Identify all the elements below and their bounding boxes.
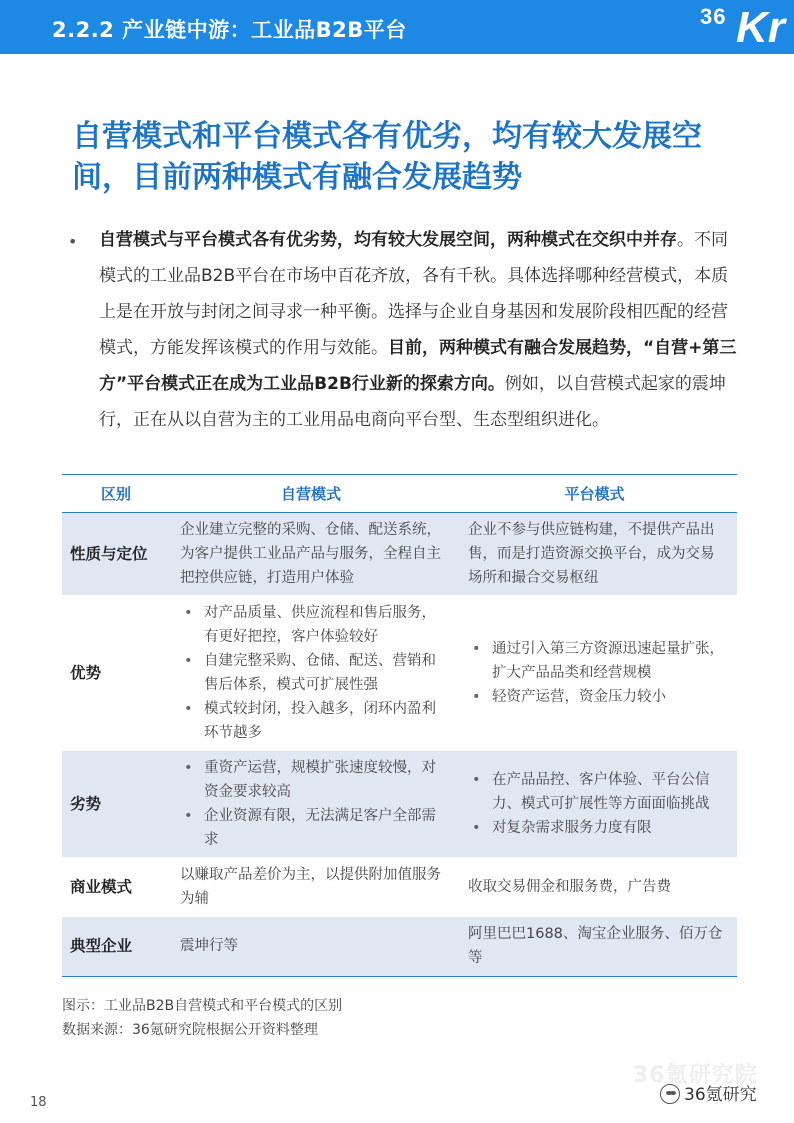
cell-self bbox=[170, 595, 452, 751]
row-label: 优势 bbox=[70, 663, 102, 682]
page-number: 18 bbox=[30, 1095, 47, 1110]
row-label: 典型企业 bbox=[62, 917, 170, 977]
para-text-1: 。不同模式的工业品B2B平台在市场中百花齐放，各有千秋。具体选择哪种经营模式，本质上是在开放与封闭之间寻求一种平衡。选择与企业自身基因和发展阶段相匹配的经营模式，方能发挥该模式的作用与效能。 bbox=[99, 230, 729, 358]
page-headline: 自营模式和平台模式各有优劣，均有较大发展空间，目前两种模式有融合发展趋势 bbox=[72, 119, 702, 195]
list-item: • 轻资产运营，资金压力较小 bbox=[468, 685, 727, 709]
cell-platform: 阿里巴巴1688、淘宝企业服务、佰万仓等 bbox=[452, 917, 737, 977]
wechat-tag bbox=[660, 1080, 757, 1105]
cell-platform: 收取交易佣金和服务费，广告费 bbox=[468, 878, 671, 895]
list-item: • 模式较封闭，投入越多，闭环内盈利环节越多 bbox=[180, 697, 442, 745]
section-title: 2.2.2 产业链中游：工业品B2B平台 bbox=[52, 18, 407, 42]
cell-self: 震坤行等 bbox=[170, 917, 452, 977]
logo-kr-text: Kr bbox=[736, 3, 785, 52]
row-label: 劣势 bbox=[62, 751, 170, 857]
table-row bbox=[62, 513, 737, 595]
para-text-2: 例如，以自营模式起家的震坤行，正在从以自营为主的工业用品电商向平台型、生态型组织进化。 bbox=[99, 374, 726, 430]
table-row bbox=[62, 751, 737, 857]
list-item: • 自建完整采购、仓储、配送、营销和售后体系，模式可扩展性强 bbox=[180, 649, 442, 697]
logo-36-text: 36 bbox=[700, 4, 727, 29]
list-item: • 企业资源有限，无法满足客户全部需求 bbox=[180, 804, 442, 852]
cell-platform bbox=[452, 595, 737, 751]
cell-self bbox=[170, 751, 452, 857]
cell-self: 企业建立完整的采购、仓储、配送系统，为客户提供工业品产品与服务，全程自主把控供应链，打造用户体验 bbox=[170, 513, 452, 595]
list-item: • 重资产运营，规模扩张速度较慢，对资金要求较高 bbox=[180, 756, 442, 804]
figure-caption-text: 图示：工业品B2B自营模式和平台模式的区别 bbox=[62, 998, 343, 1014]
cell-platform bbox=[452, 751, 737, 857]
para-bold-1: 自营模式与平台模式各有优劣势，均有较大发展空间，两种模式在交织中并存 bbox=[99, 230, 677, 250]
comparison-table bbox=[62, 474, 737, 977]
wechat-label: 36氪研究 bbox=[684, 1085, 757, 1105]
header-bar bbox=[0, 0, 794, 54]
table-row bbox=[62, 595, 737, 751]
row-label: 性质与定位 bbox=[62, 513, 170, 595]
watermark: 36氪研究院 bbox=[633, 1063, 758, 1088]
col-header-diff: 区别 bbox=[62, 475, 170, 513]
col-header-self: 自营模式 bbox=[170, 475, 452, 513]
cell-self: 以赚取产品差价为主，以提供附加值服务为辅 bbox=[180, 866, 441, 907]
list-item: • 通过引入第三方资源迅速起量扩张，扩大产品品类和经营规模 bbox=[468, 637, 727, 685]
list-item: • 对产品质量、供应流程和售后服务，有更好把控，客户体验较好 bbox=[180, 601, 442, 649]
wechat-icon bbox=[660, 1084, 680, 1104]
table-row bbox=[62, 917, 737, 977]
logo-36kr bbox=[694, 0, 794, 54]
source-note: 数据来源：36氪研究院根据公开资料整理 bbox=[62, 1022, 318, 1038]
list-item: • 对复杂需求服务力度有限 bbox=[468, 816, 727, 840]
row-label: 商业模式 bbox=[70, 877, 133, 896]
table-header-row bbox=[62, 475, 737, 513]
table-row bbox=[62, 857, 737, 917]
cell-platform: 企业不参与供应链构建，不提供产品出售，而是打造资源交换平台，成为交易场所和撮合交易枢纽 bbox=[452, 513, 737, 595]
bullet-icon: • bbox=[68, 232, 78, 251]
col-header-platform: 平台模式 bbox=[452, 475, 737, 513]
para-bold-2: 目前，两种模式有融合发展趋势，“自营+第三方”平台模式正在成为工业品B2B行业新的探索方向。 bbox=[99, 338, 737, 394]
figure-caption bbox=[62, 994, 342, 1042]
list-item: • 在产品品控、客户体验、平台公信力、模式可扩展性等方面面临挑战 bbox=[468, 768, 727, 816]
body-paragraph bbox=[99, 222, 739, 438]
